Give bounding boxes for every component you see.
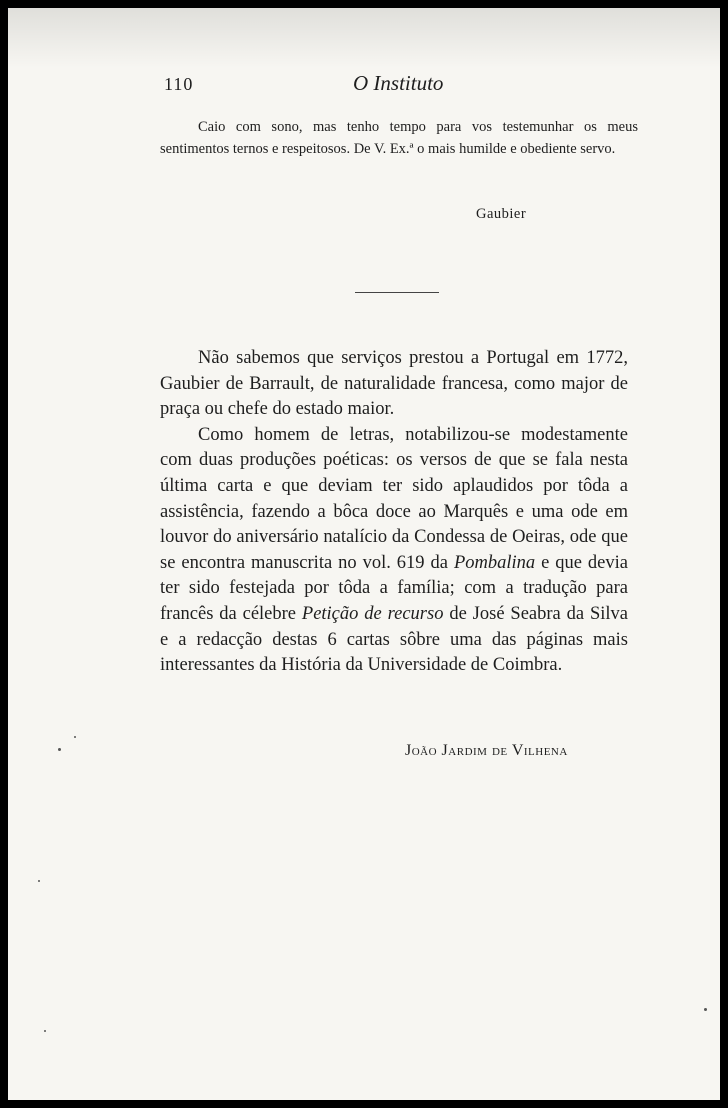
scan-speck [74, 736, 76, 738]
page [8, 8, 720, 1100]
running-title: O Instituto [353, 71, 444, 95]
essay-p2-peticao: Petição de recurso [301, 603, 444, 624]
scan-speck [38, 880, 40, 882]
essay-p2-part-a: Como homem de letras, notabilizou-se modestamente com duas produções poéticas: os versos de que se fala nesta última carta e que deviam ter sido aplaudidos por tôda a assistência, fazendo a bôca doce ao Marquês e uma ode em louvor do aniversário natalício da Condessa de Oeiras, ode que se encontra manuscrita no vol. 619 da [160, 424, 628, 573]
letter-signature: Gaubier [476, 206, 527, 222]
scan-speck [44, 1030, 46, 1032]
essay-paragraph-2 [160, 423, 628, 679]
section-divider [355, 292, 439, 293]
page-header [8, 71, 720, 101]
essay-p2-pombalina: Pombalina [453, 552, 536, 573]
page-number: 110 [164, 74, 194, 94]
essay-paragraph-1: Não sabemos que serviços prestou a Portugal em 1772, Gaubier de Barrault, de naturalidade francesa, como major de praça ou chefe do estado maior. [160, 348, 628, 420]
scan-speck [58, 748, 61, 751]
letter-closing-text: Caio com sono, mas tenho tempo para vos testemunhar os meus sentimentos ternos e respeitosos. De V. Ex.ª o mais humilde e obediente servo. [160, 119, 638, 157]
scan-speck [704, 1008, 707, 1011]
scan-noise [8, 8, 720, 68]
letter-closing [160, 116, 638, 160]
author-signature: João Jardim de Vilhena [405, 742, 568, 759]
essay-p2-part-c: de José Seabra da Silva e a redacção destas 6 cartas sôbre uma das páginas mais interessantes da História da Universidade de Coimbra. [160, 603, 628, 676]
essay-body [160, 346, 628, 679]
essay-p2-part-b: e que devia ter sido festejada por tôda a família; com a tradução para francês da célebre [160, 552, 628, 624]
